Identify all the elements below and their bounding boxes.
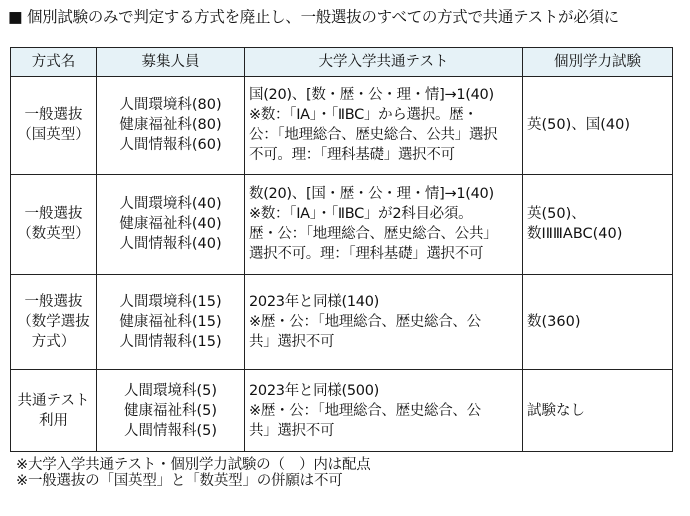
quota-cell: 人間環境科(5) 健康福祉科(5) 人間情報科(5) (97, 370, 245, 452)
individual-test-cell: 試験なし (523, 370, 673, 452)
individual-test-cell: 英(50)、 数ⅠⅡⅢABC(40) (523, 174, 673, 274)
footnotes (16, 457, 676, 489)
method-cell: 一般選抜 （数英型） (11, 174, 97, 274)
table-row (11, 274, 673, 370)
individual-test-cell: 英(50)、国(40) (523, 77, 673, 175)
individual-test-cell: 数(360) (523, 274, 673, 370)
header-method: 方式名 (11, 48, 97, 77)
common-test-cell: 2023年と同様(140) ※歴・公：「地理総合、歴史総合、公 共」選択不可 (245, 274, 523, 370)
table-header-row (11, 48, 673, 77)
admission-table (10, 47, 673, 452)
table-row (11, 370, 673, 452)
table-row (11, 77, 673, 175)
header-quota: 募集人員 (97, 48, 245, 77)
header-common-test: 大学入学共通テスト (245, 48, 523, 77)
method-cell: 共通テスト 利用 (11, 370, 97, 452)
header-individual-test: 個別学力試験 (523, 48, 673, 77)
quota-cell: 人間環境科(15) 健康福祉科(15) 人間情報科(15) (97, 274, 245, 370)
common-test-cell: 国(20)、[数・歴・公・理・情]→1(40) ※数：「ⅠA」・「ⅡBC」から選択。歴・ 公：「地理総合、歴史総合、公共」選択 不可。理：「理科基礎」選択不可 (245, 77, 523, 175)
footnote: ※一般選抜の「国英型」と「数英型」の併願は不可 (16, 473, 343, 489)
common-test-cell: 2023年と同様(500) ※歴・公：「地理総合、歴史総合、公 共」選択不可 (245, 370, 523, 452)
table-row (11, 174, 673, 274)
method-cell: 一般選抜 （数学選抜 方式） (11, 274, 97, 370)
footnote: ※大学入学共通テスト・個別学力試験の（ ）内は配点 (16, 457, 371, 473)
page-headline: ■ 個別試験のみで判定する方式を廃止し、一般選抜のすべての方式で共通テストが必須に (8, 8, 619, 26)
quota-cell: 人間環境科(80) 健康福祉科(80) 人間情報科(60) (97, 77, 245, 175)
common-test-cell: 数(20)、[国・歴・公・理・情]→1(40) ※数：「ⅠA」・「ⅡBC」が2科目必須。 歴・公：「地理総合、歴史総合、公共」 選択不可。理：「理科基礎」選択不可 (245, 174, 523, 274)
method-cell: 一般選抜 （国英型） (11, 77, 97, 175)
quota-cell: 人間環境科(40) 健康福祉科(40) 人間情報科(40) (97, 174, 245, 274)
